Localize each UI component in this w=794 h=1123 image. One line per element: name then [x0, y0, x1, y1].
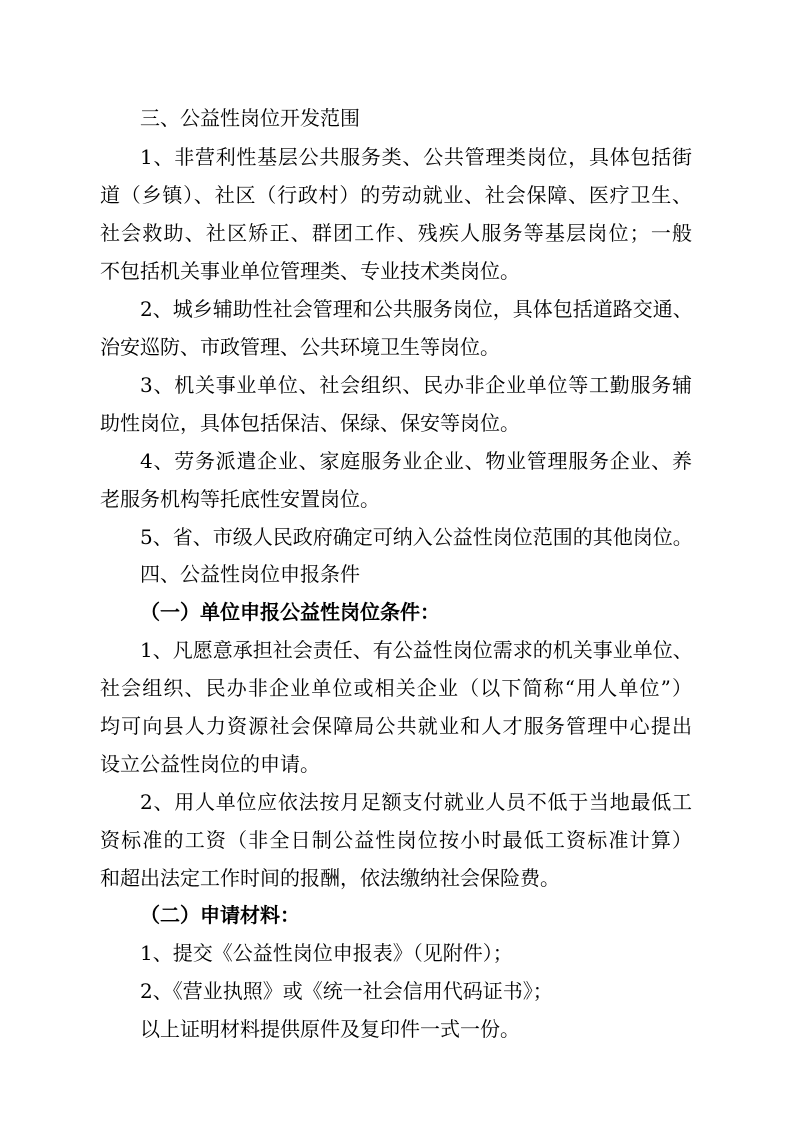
paragraph-line: 4、劳务派遣企业、家庭服务业企业、物业管理服务企业、养	[140, 449, 692, 473]
paragraph-line: 和超出法定工作时间的报酬，依法缴纳社会保险费。	[100, 866, 560, 890]
section-heading-4: 四、公益性岗位申报条件	[140, 562, 360, 586]
paragraph-line: 设立公益性岗位的申请。	[100, 752, 320, 776]
paragraph-line: 1、非营利性基层公共服务类、公共管理类岗位，具体包括街	[140, 145, 692, 169]
paragraph-line: 不包括机关事业单位管理类、专业技术类岗位。	[100, 259, 520, 283]
paragraph-line: 道（乡镇）、社区（行政村）的劳动就业、社会保障、医疗卫生、	[100, 183, 692, 207]
paragraph-line: 以上证明材料提供原件及复印件一式一份。	[140, 1017, 520, 1041]
paragraph-line: 2、城乡辅助性社会管理和公共服务岗位，具体包括道路交通、	[140, 297, 693, 321]
paragraph-line: 3、机关事业单位、社会组织、民办非企业单位等工勤服务辅	[140, 373, 692, 397]
paragraph-line: 老服务机构等托底性安置岗位。	[100, 487, 380, 511]
subsection-heading-2: （二）申请材料：	[140, 903, 300, 927]
paragraph-line: 均可向县人力资源社会保障局公共就业和人才服务管理中心提出	[100, 714, 692, 738]
subsection-heading-1: （一）单位申报公益性岗位条件：	[140, 600, 440, 624]
paragraph-line: 2、《营业执照》或《统一社会信用代码证书》；	[140, 979, 553, 1003]
paragraph-line: 2、用人单位应依法按月足额支付就业人员不低于当地最低工	[140, 790, 692, 814]
section-heading-3: 三、公益性岗位开发范围	[140, 106, 360, 130]
paragraph-line: 资标准的工资（非全日制公益性岗位按小时最低工资标准计算）	[100, 828, 692, 852]
paragraph-line: 助性岗位，具体包括保洁、保绿、保安等岗位。	[100, 411, 520, 435]
paragraph-line: 社会救助、社区矫正、群团工作、残疾人服务等基层岗位；一般	[100, 221, 692, 245]
paragraph-line: 1、提交《公益性岗位申报表》（见附件）；	[140, 941, 513, 965]
paragraph-line: 1、凡愿意承担社会责任、有公益性岗位需求的机关事业单位、	[140, 638, 693, 662]
paragraph-line: 治安巡防、市政管理、公共环境卫生等岗位。	[100, 335, 500, 359]
paragraph-line: 5、省、市级人民政府确定可纳入公益性岗位范围的其他岗位。	[140, 525, 693, 549]
paragraph-line: 社会组织、民办非企业单位或相关企业（以下简称“用人单位”）	[100, 676, 692, 700]
